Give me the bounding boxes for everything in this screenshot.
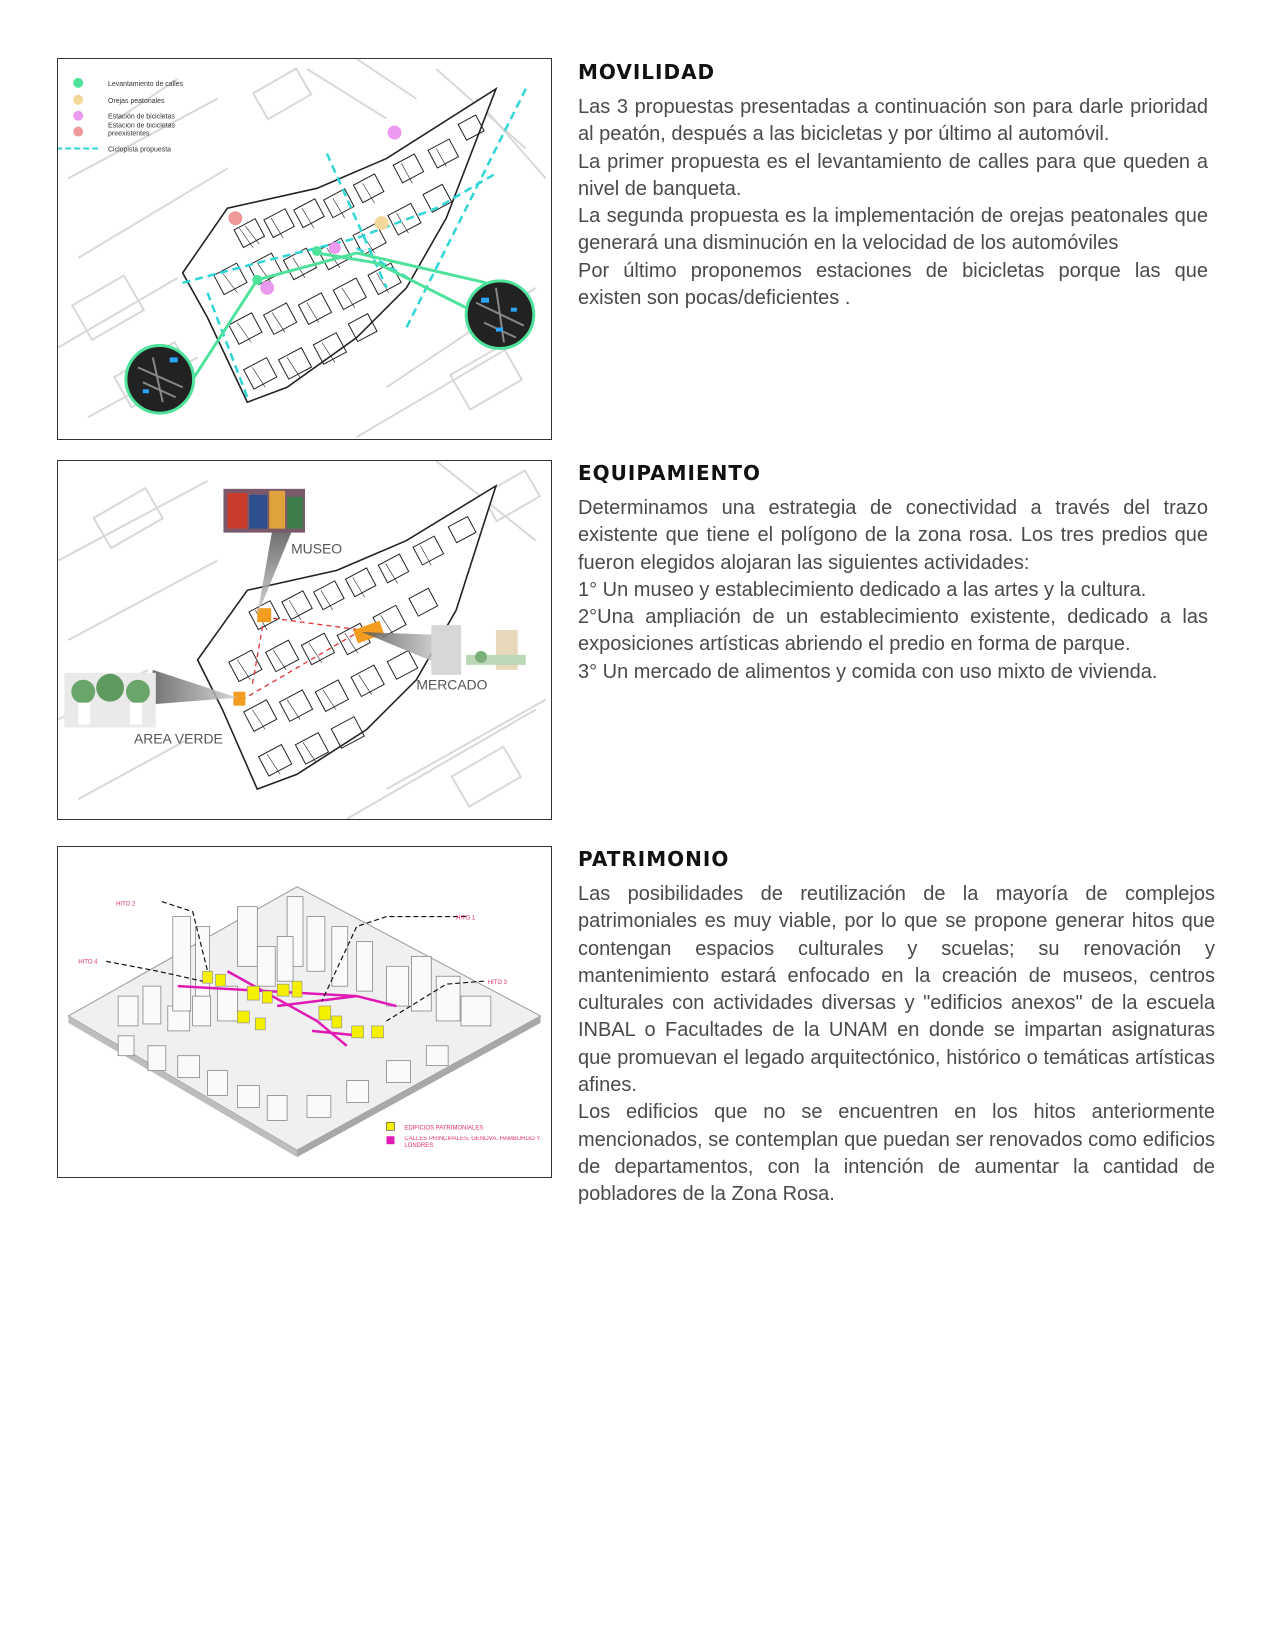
legend-label-wrap — [108, 123, 198, 145]
area-verde-lot — [233, 692, 245, 706]
paragraph: Las 3 propuestas presentadas a continuación son para darle prioridad al peatón, después a las bicicletas y por último al automóvil. — [578, 96, 1208, 146]
legend-label: Estación de bicicletas preexistentes — [108, 122, 176, 138]
museo-label: MUSEO — [291, 540, 343, 557]
movilidad-text — [578, 60, 1218, 312]
paragraph: La segunda propuesta es la implementación de orejas peatonales que generará una disminución en la velocidad de los automóviles — [578, 205, 1208, 255]
paragraph: Determinamos una estrategia de conectividad a través del trazo existente que tiene el polígono de la zona rosa. Los tres predios que fueron elegidos alojaran las siguientes actividades: — [578, 497, 1208, 574]
legend-swatch — [73, 111, 83, 121]
section-heading: EQUIPAMIENTO — [578, 461, 762, 485]
section-body — [578, 94, 1208, 312]
patrimonio-map-svg — [58, 847, 551, 1177]
movilidad-legend — [58, 78, 198, 154]
equipamiento-map — [57, 460, 552, 820]
section-body — [578, 495, 1208, 686]
movilidad-map — [57, 58, 552, 440]
zoom-detail-right — [466, 281, 534, 349]
area-verde-label: AREA VERDE — [133, 730, 223, 747]
legend-label: Estación de bicicletas — [108, 113, 175, 121]
legend-label: EDIFICIOS PATRIMONIALES — [404, 1125, 484, 1132]
oreja-peatonal-marker — [375, 216, 389, 230]
paragraph: Los edificios que no se encuentren en los hitos anteriormente mencionados, se contemplan que puedan ser renovados como edificios de departamentos, con la intención de aumentar la cantidad de pobladores de la Zona Rosa. — [578, 1101, 1215, 1206]
legend-swatch — [387, 1136, 395, 1144]
hito-4-label: HITO 4 — [78, 959, 98, 966]
mercado-label: MERCADO — [416, 676, 488, 693]
legend-swatch — [73, 95, 83, 105]
patrimonio-legend — [387, 1122, 544, 1154]
equipamiento-text — [578, 461, 1218, 686]
legend-swatch — [73, 78, 83, 88]
legend-label: Ciclopista propuesta — [108, 146, 172, 154]
levantamiento-marker — [312, 246, 322, 256]
hito-1-label: HITO 1 — [456, 915, 476, 922]
hito-2-label: HITO 2 — [116, 901, 136, 908]
mercado-photo — [431, 625, 525, 675]
paragraph: 3° Un mercado de alimentos y comida con uso mixto de vivienda. — [578, 660, 1158, 683]
paragraph: Por último proponemos estaciones de bicicletas porque las que existen son pocas/deficientes . — [578, 259, 1208, 310]
hito-3-label: HITO 3 — [487, 980, 507, 987]
legend-label-wrap — [404, 1136, 543, 1154]
equipamiento-map-svg — [58, 461, 551, 819]
museo-photo — [223, 489, 305, 533]
legend-swatch — [387, 1122, 395, 1130]
legend-label: Orejas peatonales — [108, 97, 165, 105]
bike-station-marker — [260, 281, 274, 295]
legend-swatch — [73, 127, 83, 137]
legend-label: CALLES PRINCIPALES, GENOVA, HAMBURGO Y LONDRES — [404, 1136, 541, 1150]
patrimonio-text — [578, 847, 1218, 1209]
bike-station-marker — [329, 242, 341, 254]
levantamiento-marker — [252, 275, 262, 285]
paragraph: Las posibilidades de reutilización de la mayoría de complejos patrimoniales es muy viable, por lo que se propone generar hitos que contengan espacios culturales y scuelas; su renovación y mantenimiento estará enfocado en la creación de museos, centros culturales con actividades diversas y "edificios anexos" de la escuela INBAL o Facultades de la UNAM en donde se impartan asignaturas que promuevan el legado arquitectónico, histórico o temáticas artísticas afines. — [578, 883, 1215, 1097]
museo-lot — [257, 608, 271, 622]
paragraph: 1° Un museo y establecimiento dedicado a las artes y la cultura. — [578, 578, 1147, 601]
section-heading: MOVILIDAD — [578, 60, 716, 84]
area-verde-photo — [64, 673, 155, 728]
zoom-detail-left — [126, 345, 194, 413]
legend-label: Levantamiento de calles — [108, 80, 184, 88]
section-body — [578, 881, 1215, 1209]
bike-station-marker — [388, 126, 402, 140]
patrimonio-map — [57, 846, 552, 1178]
paragraph: 2°Una ampliación de un establecimiento existente, dedicado a las exposiciones artísticas abriendo el predio en forma de parque. — [578, 606, 1208, 656]
movilidad-map-svg — [58, 59, 551, 439]
existing-bike-station-marker — [228, 211, 242, 225]
paragraph: La primer propuesta es el levantamiento de calles para que queden a nivel de banqueta. — [578, 150, 1208, 200]
section-heading: PATRIMONIO — [578, 847, 730, 871]
